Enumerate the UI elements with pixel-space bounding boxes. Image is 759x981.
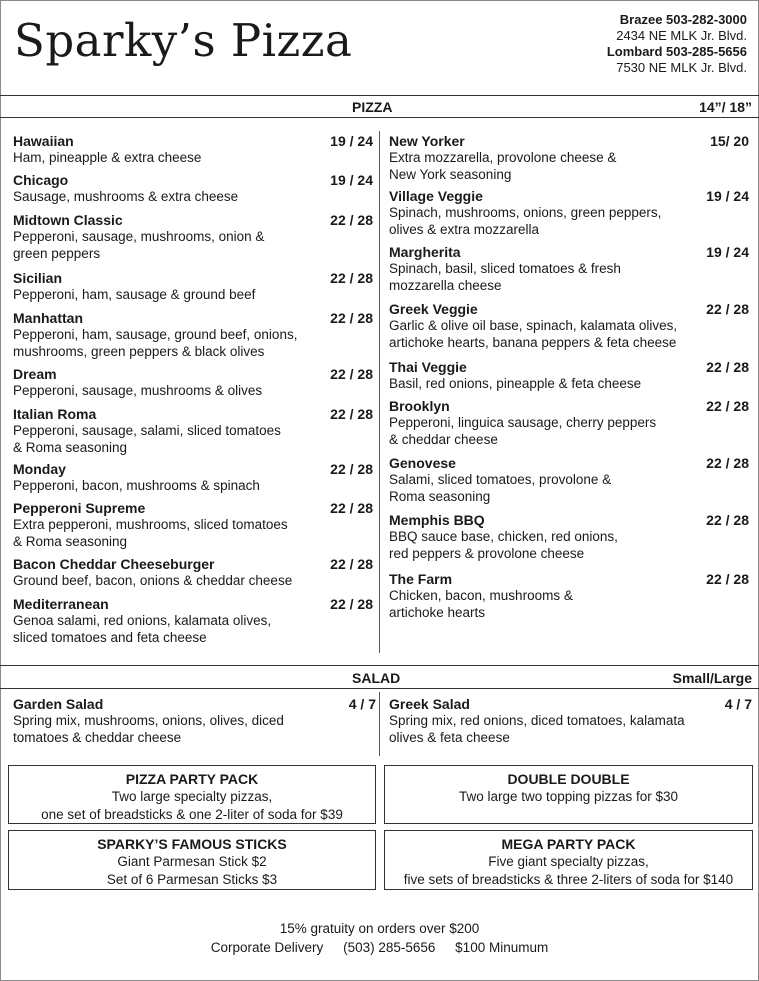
item-description: Pepperoni, sausage, mushrooms, onion & green peppers xyxy=(13,229,265,261)
deal-mega-party-pack xyxy=(384,830,753,890)
item-name: New Yorker xyxy=(389,133,465,149)
item-description: Ham, pineapple & extra cheese xyxy=(13,150,202,165)
menu-item xyxy=(13,696,376,746)
salad-header-rule xyxy=(0,688,759,689)
item-price: 22 / 28 xyxy=(330,556,373,572)
menu-item xyxy=(389,188,749,238)
locations xyxy=(607,12,747,76)
pizza-top-rule xyxy=(0,95,759,96)
menu-item xyxy=(13,461,373,494)
salad-top-rule xyxy=(0,665,759,666)
menu-item xyxy=(389,244,749,294)
menu-item xyxy=(389,571,749,621)
deal-description: Giant Parmesan Stick $2 Set of 6 Parmesan Sticks $3 xyxy=(106,854,278,887)
item-price: 22 / 28 xyxy=(330,270,373,286)
item-name: Greek Veggie xyxy=(389,301,478,317)
item-price: 22 / 28 xyxy=(706,301,749,317)
item-price: 4 / 7 xyxy=(724,696,752,712)
item-price: 22 / 28 xyxy=(330,310,373,326)
item-name: Bacon Cheddar Cheeseburger xyxy=(13,556,215,572)
pizza-header-rule xyxy=(0,117,759,118)
menu-item xyxy=(13,406,373,456)
menu-item xyxy=(389,696,752,746)
item-price: 19 / 24 xyxy=(706,188,749,204)
menu-item xyxy=(389,455,749,505)
item-description: Pepperoni, sausage, salami, sliced tomatoes & Roma seasoning xyxy=(13,423,281,455)
menu-item xyxy=(389,512,749,562)
deal-description: Two large two topping pizzas for $30 xyxy=(458,789,679,804)
item-name: Memphis BBQ xyxy=(389,512,485,528)
item-price: 15/ 20 xyxy=(710,133,749,149)
item-price: 22 / 28 xyxy=(330,461,373,477)
item-price: 22 / 28 xyxy=(330,596,373,612)
menu-item xyxy=(13,172,373,205)
corporate-phone: (503) 285-5656 xyxy=(343,940,436,955)
location-lombard-address: 7530 NE MLK Jr. Blvd. xyxy=(616,60,747,75)
deal-pizza-party-pack xyxy=(8,765,376,824)
menu-item xyxy=(13,212,373,262)
item-description: Spring mix, red onions, diced tomatoes, kalamata olives & feta cheese xyxy=(389,713,685,745)
menu-item xyxy=(389,359,749,392)
item-description: Garlic & olive oil base, spinach, kalamata olives, artichoke hearts, banana peppers & feta cheese xyxy=(389,318,678,350)
item-name: Midtown Classic xyxy=(13,212,123,228)
item-price: 22 / 28 xyxy=(330,406,373,422)
item-name: Manhattan xyxy=(13,310,83,326)
location-lombard-phone: Lombard 503-285-5656 xyxy=(606,44,747,59)
item-description: Basil, red onions, pineapple & feta cheese xyxy=(389,376,642,391)
deal-description: Five giant specialty pizzas, five sets of breadsticks & three 2-liters of soda for $140 xyxy=(403,854,734,887)
item-price: 22 / 28 xyxy=(330,500,373,516)
deal-famous-sticks xyxy=(8,830,376,890)
item-description: Genoa salami, red onions, kalamata olives, sliced tomatoes and feta cheese xyxy=(13,613,272,645)
location-brazee-address: 2434 NE MLK Jr. Blvd. xyxy=(616,28,747,43)
menu-item xyxy=(13,500,373,550)
menu-item xyxy=(389,398,749,448)
item-description: Pepperoni, sausage, mushrooms & olives xyxy=(13,383,263,398)
item-name: Monday xyxy=(13,461,66,477)
item-description: Extra pepperoni, mushrooms, sliced tomatoes & Roma seasoning xyxy=(13,517,288,549)
item-name: Brooklyn xyxy=(389,398,450,414)
item-name: Garden Salad xyxy=(13,696,104,712)
item-price: 22 / 28 xyxy=(706,512,749,528)
item-description: Spinach, basil, sliced tomatoes & fresh mozzarella cheese xyxy=(389,261,621,293)
item-name: Chicago xyxy=(13,172,69,188)
menu-item xyxy=(13,133,373,166)
footer xyxy=(0,919,759,957)
item-description: Pepperoni, ham, sausage, ground beef, onions, mushrooms, green peppers & black olives xyxy=(13,327,298,359)
item-name: Genovese xyxy=(389,455,456,471)
item-price: 22 / 28 xyxy=(706,398,749,414)
pizza-sizes: 14”/ 18” xyxy=(699,99,752,115)
item-description: Extra mozzarella, provolone cheese & New York seasoning xyxy=(389,150,617,182)
logo: Sparky’s Pizza xyxy=(14,14,353,67)
menu-item xyxy=(13,310,373,360)
item-name: Margherita xyxy=(389,244,461,260)
deal-title: MEGA PARTY PACK xyxy=(501,836,636,852)
deal-title: DOUBLE DOUBLE xyxy=(507,771,630,787)
item-description: Spinach, mushrooms, onions, green peppers, olives & extra mozzarella xyxy=(389,205,662,237)
pizza-column-divider xyxy=(379,131,380,653)
item-name: The Farm xyxy=(389,571,453,587)
item-description: Pepperoni, linguica sausage, cherry peppers & cheddar cheese xyxy=(389,415,657,447)
menu-item xyxy=(389,301,749,351)
item-name: Hawaiian xyxy=(13,133,74,149)
item-price: 19 / 24 xyxy=(330,172,373,188)
item-description: Pepperoni, ham, sausage & ground beef xyxy=(13,287,256,302)
item-description: Pepperoni, bacon, mushrooms & spinach xyxy=(13,478,260,493)
gratuity-note: 15% gratuity on orders over $200 xyxy=(279,921,480,936)
menu-item xyxy=(13,556,373,589)
item-price: 22 / 28 xyxy=(706,359,749,375)
item-price: 19 / 24 xyxy=(330,133,373,149)
menu-item xyxy=(389,133,749,183)
item-price: 22 / 28 xyxy=(330,366,373,382)
deal-double-double xyxy=(384,765,753,824)
item-price: 19 / 24 xyxy=(706,244,749,260)
item-name: Sicilian xyxy=(13,270,63,286)
item-name: Mediterranean xyxy=(13,596,109,612)
item-name: Greek Salad xyxy=(389,696,470,712)
pizza-section-title: PIZZA xyxy=(352,99,393,115)
item-name: Village Veggie xyxy=(389,188,483,204)
menu-item xyxy=(13,366,373,399)
location-brazee-phone: Brazee 503-282-3000 xyxy=(619,12,747,27)
item-price: 4 / 7 xyxy=(348,696,376,712)
deal-title: PIZZA PARTY PACK xyxy=(125,771,259,787)
menu-item xyxy=(13,596,373,646)
item-description: BBQ sauce base, chicken, red onions, red peppers & provolone cheese xyxy=(389,529,618,561)
item-description: Ground beef, bacon, onions & cheddar cheese xyxy=(13,573,293,588)
salad-section-title: SALAD xyxy=(352,670,401,686)
item-price: 22 / 28 xyxy=(330,212,373,228)
corporate-delivery-row xyxy=(0,938,759,957)
corporate-minimum: $100 Minumum xyxy=(455,940,549,955)
salad-sizes: Small/Large xyxy=(672,670,752,686)
item-price: 22 / 28 xyxy=(706,571,749,587)
item-name: Italian Roma xyxy=(13,406,97,422)
corporate-delivery-label: Corporate Delivery xyxy=(210,940,324,955)
item-name: Dream xyxy=(13,366,57,382)
deal-title: SPARKY’S FAMOUS STICKS xyxy=(97,836,287,852)
deal-description: Two large specialty pizzas, one set of breadsticks & one 2-liter of soda for $39 xyxy=(41,789,343,822)
item-description: Salami, sliced tomatoes, provolone & Roma seasoning xyxy=(389,472,612,504)
item-description: Sausage, mushrooms & extra cheese xyxy=(13,189,239,204)
salad-column-divider xyxy=(379,692,380,756)
item-name: Thai Veggie xyxy=(389,359,467,375)
menu-item xyxy=(13,270,373,303)
item-description: Spring mix, mushrooms, onions, olives, diced tomatoes & cheddar cheese xyxy=(13,713,284,745)
item-name: Pepperoni Supreme xyxy=(13,500,146,516)
item-description: Chicken, bacon, mushrooms & artichoke hearts xyxy=(389,588,573,620)
item-price: 22 / 28 xyxy=(706,455,749,471)
